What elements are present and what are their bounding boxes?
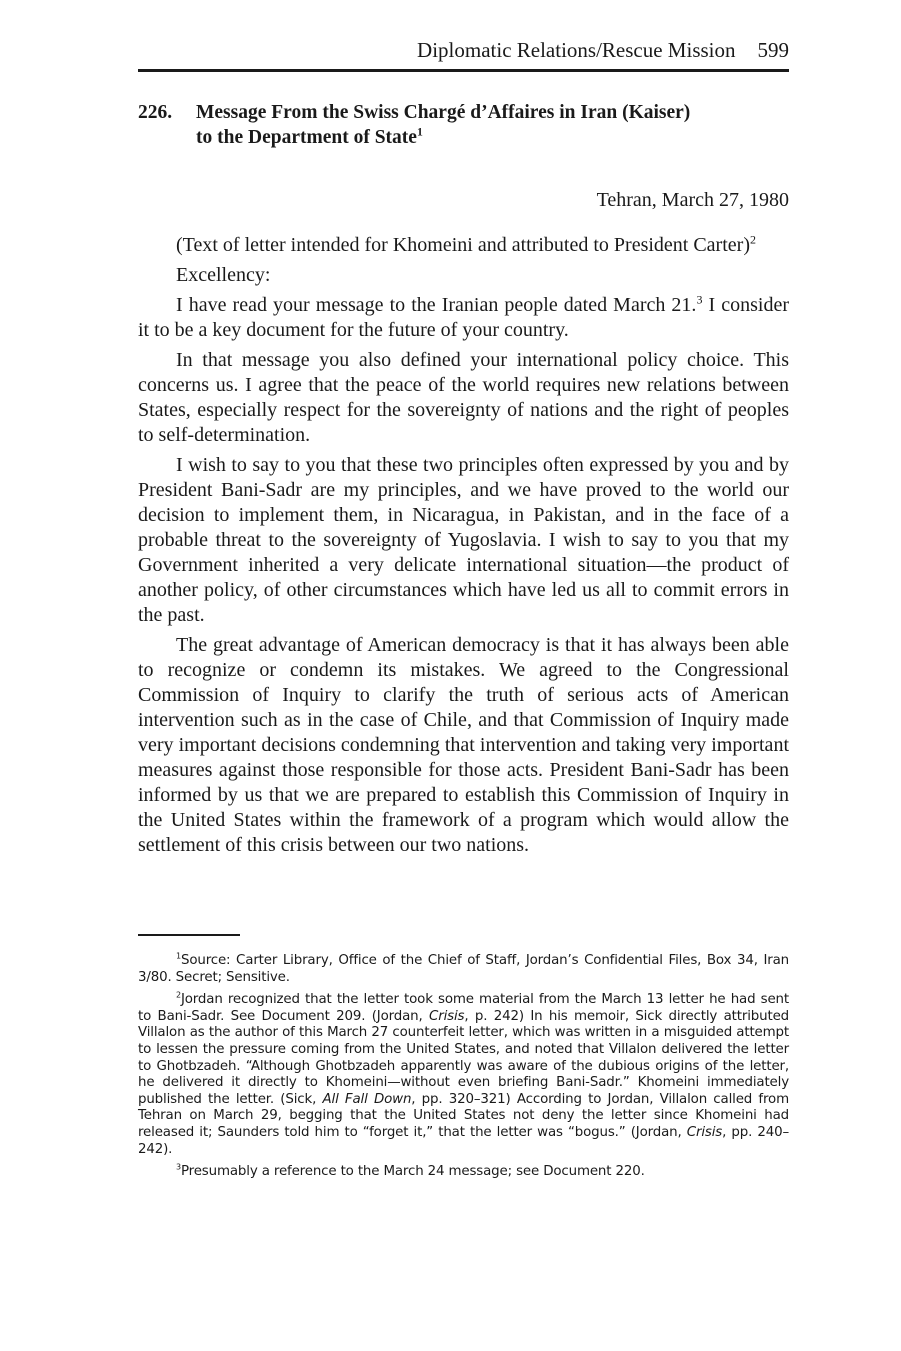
footnote-1 [138, 953, 789, 986]
paragraph-3: I wish to say to you that these two principles often expressed by you and by President Bani-Sadr are my principles, and we have proved to the world our decision to implement them, in Nicaragua, in Pakistan, and in the face of a probable threat to the sovereignty of Yugoslavia. I wish to say to you that my Government inherited a very delicate international situation—the product of another policy, of other circumstances which have led us all to commit errors in the past. [138, 454, 789, 626]
paragraph-1-tail: I consider it to be a key document for the future of your country. [138, 294, 789, 341]
place-date: Tehran, March 27, 1980 [596, 189, 789, 211]
title-line-2: to the Department of State [196, 127, 417, 148]
footnote-3-mark: 3 [176, 1162, 181, 1172]
footnote-2-title-crisis: Crisis [429, 1008, 465, 1024]
footnote-2-part-b: , p. 242) In his memoir, Sick directly attributed Villalon as the author of this March 27 counterfeit letter, which was written in a misguided attempt to lessen the pressure coming from the United States, and noted that Villalon delivered the letter to Ghotbzadeh. “Although Ghotbzadeh apparently was aware of the dubious origins of the letter, he delivered it directly to Khomeini—without even briefing Bani-Sadr.” Khomeini immediately published the letter. (Sick, [138, 1008, 790, 1107]
intro-text: (Text of letter intended for Khomeini and attributed to President Carter) [176, 234, 750, 256]
running-title: Diplomatic Relations/Rescue Mission [417, 38, 736, 62]
footnote-1-mark: 1 [176, 951, 181, 961]
footnote-ref-1[interactable]: 1 [416, 125, 423, 139]
footnote-rule [138, 934, 240, 936]
footnote-ref-3[interactable]: 3 [696, 292, 703, 307]
footnote-3 [138, 1164, 789, 1181]
paragraph-intro [138, 233, 789, 258]
footnote-2-part-a: Jordan recognized that the letter took some material from the March 13 letter he had sent to Bani-Sadr. See Document 209. (Jordan, [138, 992, 789, 1024]
header-rule [138, 69, 789, 72]
title-line-1: Message From the Swiss Chargé d’Affaires in Iran (Kaiser) [196, 102, 691, 123]
footnote-ref-2[interactable]: 2 [749, 232, 756, 247]
page-number: 599 [757, 38, 789, 62]
footnote-2-part-d: , pp. 240–242). [138, 1124, 790, 1157]
footnote-2-title-crisis-2: Crisis [686, 1124, 723, 1140]
paragraph-2: In that message you also defined your international policy choice. This concerns us. I agree that the peace of the world requires new relations between States, especially respect for the sovereignty of nations and the right of peoples to self-determination. [138, 349, 789, 446]
paragraph-1-text: I have read your message to the Iranian people dated March 21. [176, 294, 697, 316]
footnote-2 [138, 992, 789, 1158]
running-header [138, 36, 789, 64]
footnote-2-part-c: , pp. 320–321) According to Jordan, Villalon called from Tehran on March 29, begging that the United States not deny the letter since Khomeini had released it; Saunders told him to “forget it,” that the letter was “bogus.” (Jordan, [138, 1091, 789, 1140]
paragraph-1 [138, 293, 789, 343]
footnote-2-title-all-fall-down: All Fall Down [322, 1091, 412, 1107]
letter-body [138, 233, 789, 863]
footnote-3-text: Presumably a reference to the March 24 message; see Document 220. [180, 1164, 645, 1180]
document-number: 226. [138, 102, 173, 123]
salutation: Excellency: [176, 264, 271, 286]
document-title [138, 100, 789, 150]
footnotes [138, 953, 789, 1187]
footnote-1-text: Source: Carter Library, Office of the Chief of Staff, Jordan’s Confidential Files, Box 34, Iran 3/80. Secret; Sensitive. [138, 953, 789, 985]
paragraph-4: The great advantage of American democracy is that it has always been able to recognize or condemn its mistakes. We agreed to the Congressional Commission of Inquiry to clarify the truth of serious acts of American intervention such as in the case of Chile, and that Commission of Inquiry made very important decisions condemning that intervention and taking very important measures against those responsible for those acts. President Bani-Sadr has been informed by us that we are prepared to establish this Commission of Inquiry in the United States within the framework of a program which would allow the settlement of this crisis between our two nations. [138, 634, 789, 856]
footnote-2-mark: 2 [176, 990, 181, 1000]
